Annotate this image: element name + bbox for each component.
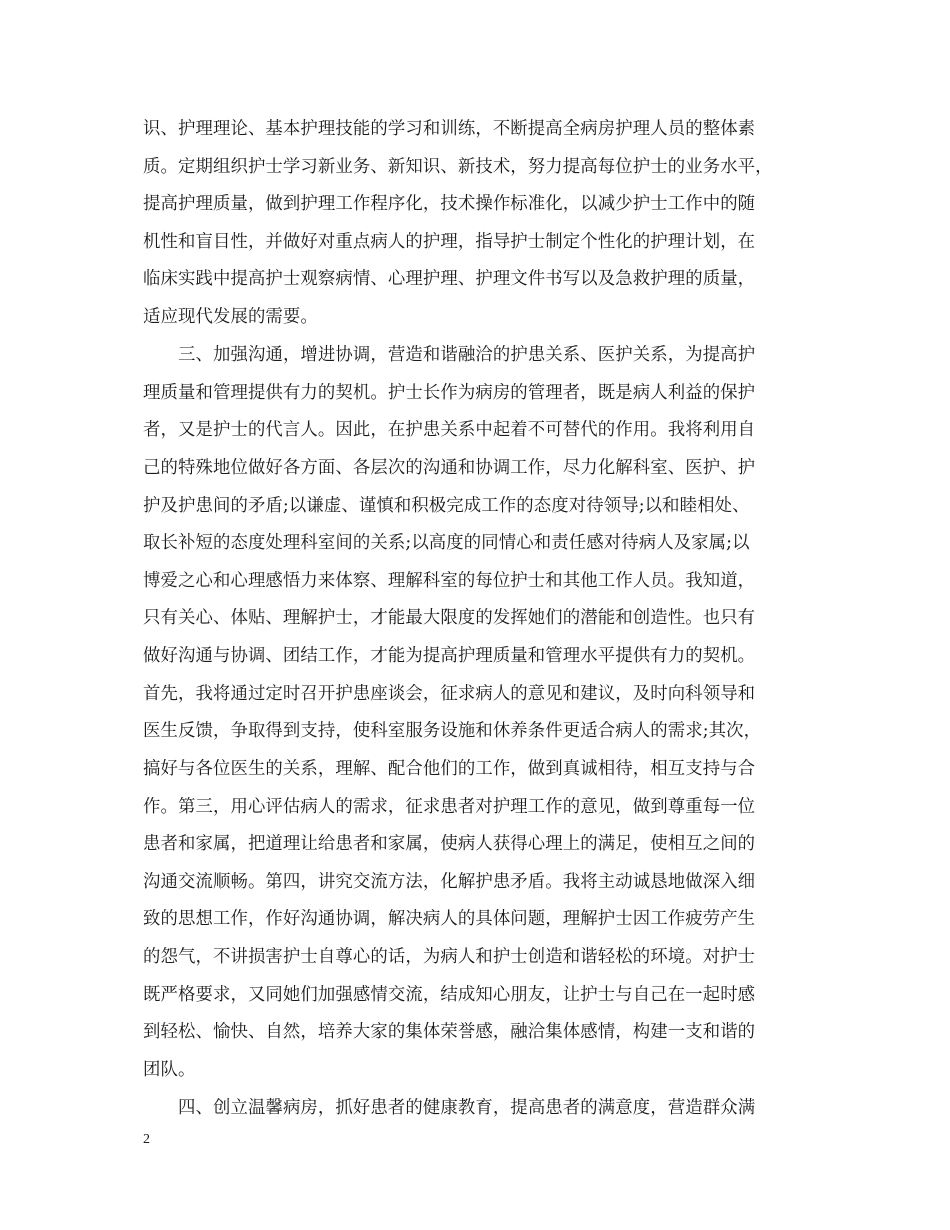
paragraph-heading-three: 三、加强沟通，增进协调，营造和谐融洽的护患关系、医护关系，为提高护 — [178, 345, 756, 365]
text-line: 者，又是护士的代言人。因此，在护患关系中起着不可替代的作用。我将利用自 — [143, 420, 756, 440]
text-line: 团队。 — [143, 1060, 196, 1080]
text-line: 护及护患间的矛盾;以谦虚、谨慎和积极完成工作的态度对待领导;以和睦相处、 — [143, 496, 750, 516]
text-line: 提高护理质量，做到护理工作程序化，技术操作标准化，以减少护士工作中的随 — [143, 194, 756, 214]
text-line: 患者和家属，把道理让给患者和家属，使病人获得心理上的满足，使相互之间的 — [143, 834, 756, 854]
text-line: 沟通交流顺畅。第四，讲究交流方法，化解护患矛盾。我将主动诚恳地做深入细 — [143, 872, 756, 892]
text-line: 理质量和管理提供有力的契机。护士长作为病房的管理者，既是病人利益的保护 — [143, 383, 756, 403]
text-line: 作。第三，用心评估病人的需求，征求患者对护理工作的意见，做到尊重每一位 — [143, 797, 756, 817]
text-line: 致的思想工作，作好沟通协调，解决病人的具体问题，理解护士因工作疲劳产生 — [143, 909, 756, 929]
text-line: 到轻松、愉快、自然，培养大家的集体荣誉感，融洽集体感情，构建一支和谐的 — [143, 1022, 756, 1042]
text-line: 做好沟通与协调、团结工作，才能为提高护理质量和管理水平提供有力的契机。 — [143, 646, 756, 666]
paragraph-heading-four: 四、创立温馨病房，抓好患者的健康教育，提高患者的满意度，营造群众满 — [178, 1098, 756, 1118]
text-line: 识、护理理论、基本护理技能的学习和训练，不断提高全病房护理人员的整体素 — [143, 119, 756, 139]
text-line: 临床实践中提高护士观察病情、心理护理、护理文件书写以及急救护理的质量， — [143, 269, 756, 289]
page-number: 2 — [143, 1132, 150, 1147]
text-line: 的怨气，不讲损害护士自尊心的话，为病人和护士创造和谐轻松的环境。对护士 — [143, 947, 756, 967]
text-line: 适应现代发展的需要。 — [143, 307, 318, 327]
text-line: 首先，我将通过定时召开护患座谈会，征求病人的意见和建议，及时向科领导和 — [143, 684, 756, 704]
text-line: 机性和盲目性，并做好对重点病人的护理，指导护士制定个性化的护理计划，在 — [143, 232, 756, 252]
text-line: 取长补短的态度处理科室间的关系;以高度的同情心和责任感对待病人及家属;以 — [143, 533, 750, 553]
text-line: 医生反馈，争取得到支持，使科室服务设施和休养条件更适合病人的需求;其次， — [143, 721, 762, 741]
text-line: 搞好与各位医生的关系，理解、配合他们的工作，做到真诚相待，相互支持与合 — [143, 759, 756, 779]
text-line: 既严格要求，又同她们加强感情交流，结成知心朋友，让护士与自己在一起时感 — [143, 985, 756, 1005]
text-line: 只有关心、体贴、理解护士，才能最大限度的发挥她们的潜能和创造性。也只有 — [143, 608, 756, 628]
text-line: 博爱之心和心理感悟力来体察、理解科室的每位护士和其他工作人员。我知道， — [143, 571, 756, 591]
text-line: 己的特殊地位做好各方面、各层次的沟通和协调工作，尽力化解科室、医护、护 — [143, 458, 756, 478]
text-line: 质。定期组织护士学习新业务、新知识、新技术，努力提高每位护士的业务水平， — [143, 157, 773, 177]
